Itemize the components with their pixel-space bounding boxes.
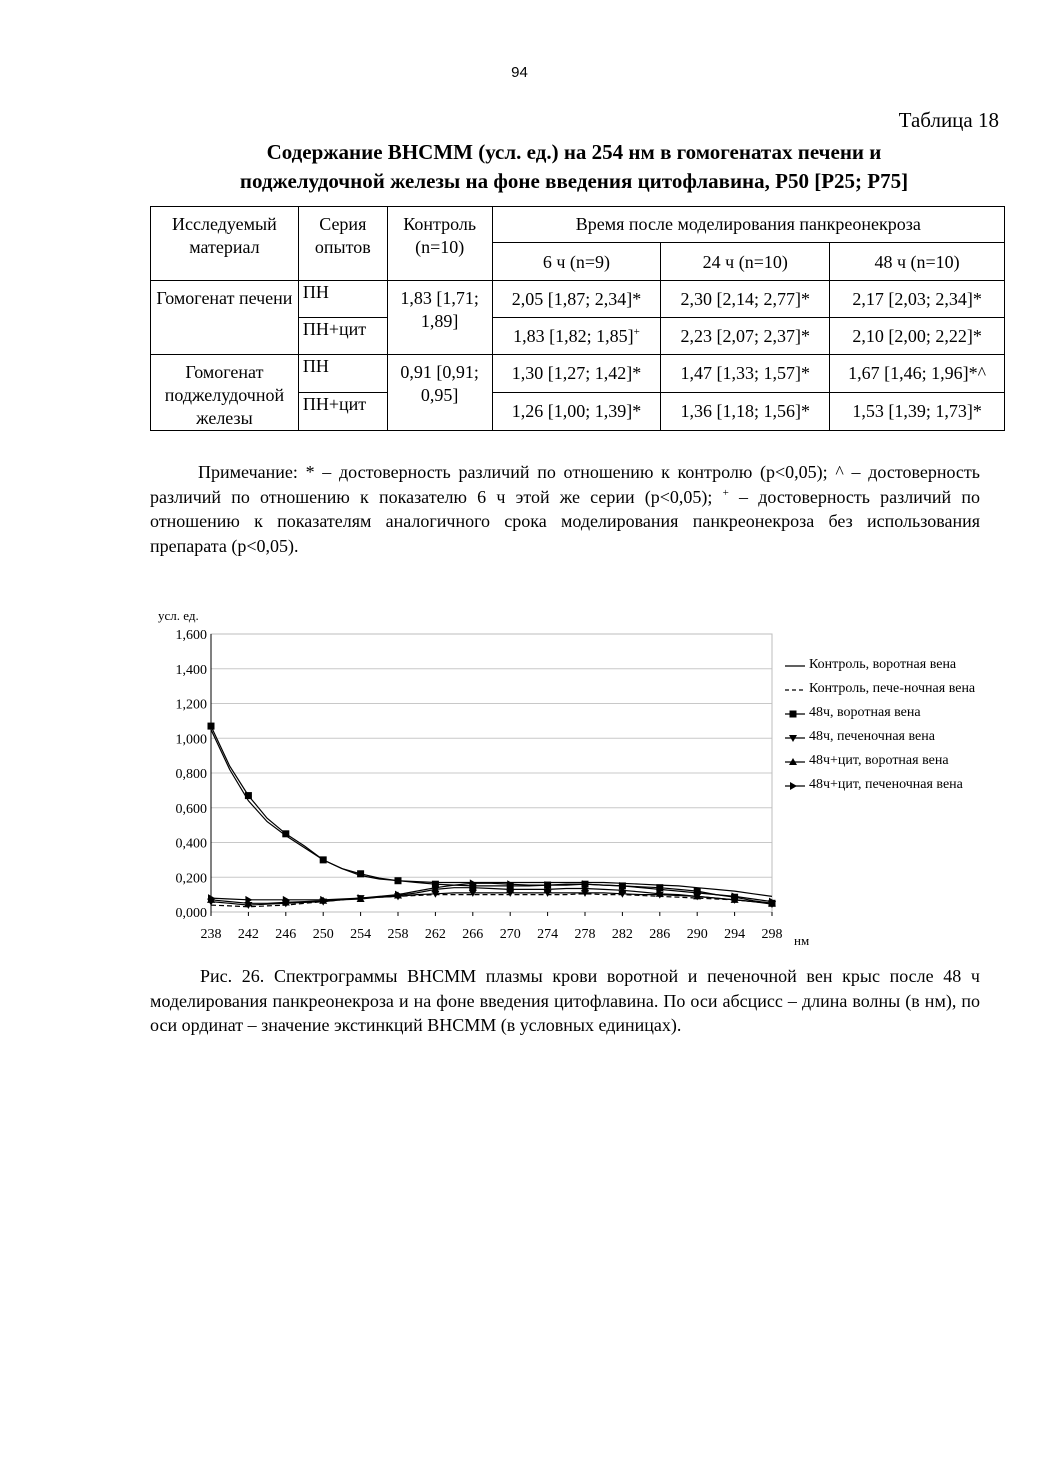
cell-24h: 2,23 [2,07; 2,37]* (661, 318, 830, 355)
y-tick-label: 1,000 (175, 732, 207, 748)
cell-series: ПН+цит (298, 393, 387, 431)
legend-swatch (785, 708, 807, 720)
y-tick-label: 0,200 (175, 871, 207, 887)
table-title-line-1: Содержание ВНСММ (усл. ед.) на 254 нм в гомогенатах печени и (266, 140, 882, 164)
chart-legend (785, 656, 985, 800)
table-title-line-2: поджелудочной железы на фоне введения цитофлавина, Р50 [Р25; Р75] (239, 169, 909, 193)
x-tick-label: 258 (387, 927, 409, 942)
x-tick-label: 298 (761, 927, 783, 942)
cell-material: Гомогенат печени (151, 281, 299, 355)
cell-control: 0,91 [0,91; 0,95] (387, 355, 492, 431)
header-24h: 24 ч (n=10) (661, 243, 830, 281)
legend-item (785, 656, 985, 674)
table-row (151, 355, 1005, 393)
cell-series: ПН (298, 355, 387, 393)
x-tick-label: 266 (462, 927, 484, 942)
x-tick-label: 270 (499, 927, 521, 942)
cell-48h: 1,53 [1,39; 1,73]* (830, 393, 1005, 431)
legend-marker (790, 711, 797, 718)
series-48h-portal-point (245, 792, 252, 799)
legend-swatch (785, 660, 807, 672)
figure-caption: Рис. 26. Спектрограммы ВНСММ плазмы крови воротной и печеночной вен крыс после 48 ч моделирования панкреонекроза и на фоне введения цитофлавина. По оси абсцисс – длина волны (в нм), по оси ординат – значение экстинкций ВНСММ (в условных единицах). (150, 966, 980, 1035)
series-48h-portal-point (208, 723, 215, 730)
y-tick-label: 0,000 (175, 906, 207, 921)
cell-series: ПН (298, 281, 387, 318)
legend-label: 48ч, воротная вена (809, 705, 921, 720)
legend-item (785, 728, 985, 746)
x-tick-label: 246 (275, 927, 297, 942)
header-control: Контроль (n=10) (387, 207, 492, 281)
cell-24h: 2,30 [2,14; 2,77]* (661, 281, 830, 318)
cell-48h: 1,67 [1,46; 1,96]*^ (830, 355, 1005, 393)
legend-label: Контроль, воротная вена (809, 657, 957, 672)
x-tick-label: 278 (574, 927, 596, 942)
legend-marker (790, 782, 797, 790)
series-48h-portal-point (320, 856, 327, 863)
legend-item (785, 752, 985, 770)
x-tick-label: 290 (686, 927, 708, 942)
legend-item (785, 704, 985, 722)
cell-48h: 2,17 [2,03; 2,34]* (830, 281, 1005, 318)
cell-6h: 1,83 [1,82; 1,85]+ (492, 318, 661, 355)
cell-6h: 2,05 [1,87; 2,34]* (492, 281, 661, 318)
x-axis-label: нм (794, 933, 810, 948)
table-title (150, 138, 998, 196)
legend-item (785, 776, 985, 794)
legend-item (785, 680, 985, 698)
spectrogram-chart (150, 598, 810, 958)
cell-6h: 1,26 [1,00; 1,39]* (492, 393, 661, 431)
x-tick-label: 242 (237, 927, 259, 942)
x-tick-label: 262 (424, 927, 446, 942)
legend-label: 48ч, печеночная вена (809, 729, 935, 744)
x-tick-label: 250 (312, 927, 334, 942)
header-series: Серия опытов (298, 207, 387, 281)
header-6h: 6 ч (n=9) (492, 243, 661, 281)
cell-24h: 1,47 [1,33; 1,57]* (661, 355, 830, 393)
cell-material: Гомогенат поджелудочной железы (151, 355, 299, 431)
legend-swatch (785, 780, 807, 792)
table-label: Таблица 18 (898, 108, 999, 132)
y-tick-label: 1,400 (175, 662, 207, 678)
cell-48h: 2,10 [2,00; 2,22]* (830, 318, 1005, 355)
x-tick-label: 238 (200, 927, 222, 942)
y-tick-label: 1,600 (175, 628, 207, 643)
series-48h-portal-point (395, 877, 402, 884)
series-control-portal-line (211, 730, 772, 897)
data-table (150, 206, 1005, 431)
header-material: Исследуемый материал (151, 207, 299, 281)
cell-6h: 1,30 [1,27; 1,42]* (492, 355, 661, 393)
cell-series: ПН+цит (298, 318, 387, 355)
legend-swatch (785, 756, 807, 768)
series-48h-portal-point (282, 830, 289, 837)
y-tick-label: 0,400 (175, 836, 207, 852)
cell-24h: 1,36 [1,18; 1,56]* (661, 393, 830, 431)
series-48h-portal-point (357, 870, 364, 877)
legend-label: 48ч+цит, печеночная вена (809, 777, 963, 792)
y-tick-label: 0,600 (175, 801, 207, 817)
page-number: 94 (511, 64, 528, 81)
x-tick-label: 254 (350, 927, 372, 942)
x-tick-label: 282 (611, 927, 633, 942)
legend-swatch (785, 732, 807, 744)
header-time: Время после моделирования панкреонекроза (492, 207, 1004, 243)
table-row (151, 281, 1005, 318)
cell-control: 1,83 [1,71; 1,89] (387, 281, 492, 355)
y-axis-label: усл. ед. (158, 608, 199, 623)
legend-label: 48ч+цит, воротная вена (809, 753, 949, 768)
y-tick-label: 1,200 (175, 697, 207, 713)
x-tick-label: 274 (537, 927, 559, 942)
legend-label: Контроль, пече-ночная вена (809, 681, 976, 696)
header-48h: 48 ч (n=10) (830, 243, 1005, 281)
x-tick-label: 294 (724, 927, 746, 942)
legend-swatch (785, 684, 807, 696)
y-tick-label: 0,800 (175, 767, 207, 782)
x-tick-label: 286 (649, 927, 671, 942)
table-note: Примечание: * – достоверность различий по отношению к контролю (p<0,05); ^ – достоверность различий по отношению к показателю 6 ч этой же серии (p<0,05); + – достоверность различий по отношению к показателям аналогичного срока моделирования панкреонекроза без использования препарата (p<0,05). (150, 462, 981, 556)
series-48h-portal-line (211, 726, 772, 903)
